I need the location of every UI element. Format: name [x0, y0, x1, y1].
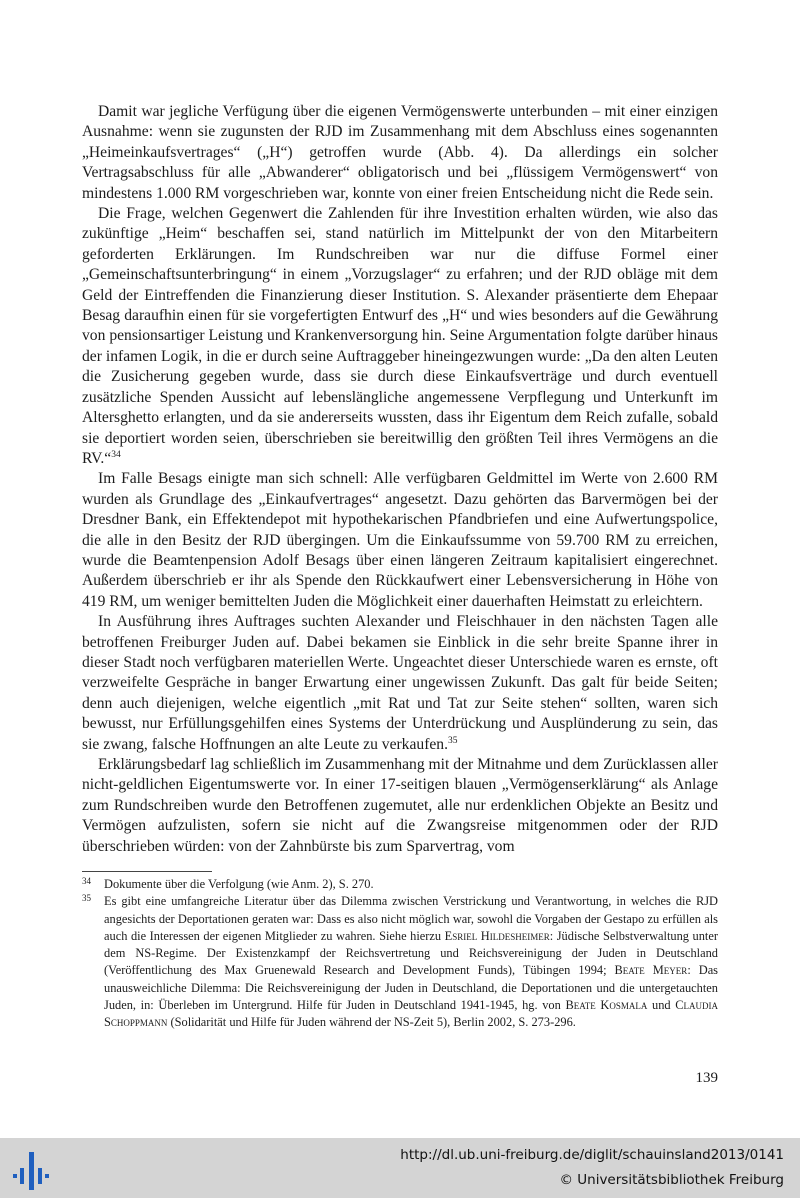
- footnote-text: : Das unausweichliche Dilemma: Die Reichsvereinigung der Juden in Deutschland, die Deportationen und die untergetauchten Juden, in: Überleben im Untergrund. Hilfe für Juden in Deutschland 1941-1945, hg. von: [104, 963, 719, 1013]
- footnote-text: Es gibt eine umfangreiche Literatur über das Dilemma zwischen Verstrickung und Verantwortung, in welches die RJD angesichts der Deportationen geraten war: Dass es also nicht möglich war, sowohl die Vorgaben der Gestapo zu erfüllen als auch die Interessen der eigenen Mitglieder zu wahren. Siehe hierzu: [104, 894, 718, 943]
- page-number: 139: [695, 1070, 718, 1086]
- footnote-text: : Jüdische Selbstverwaltung unter dem NS-Regime. Der Existenzkampf der Reichsvertretung und Reichsvereinigung der Juden in Deutschland (Veröffentlichung des Max Gruenewald Research and Development Funds), Tübingen 1994;: [104, 928, 718, 978]
- author-name: Beate Meyer: [614, 963, 688, 978]
- author-name: Claudia Schoppmann: [104, 998, 719, 1030]
- paragraph: Damit war jegliche Verfügung über die eigenen Vermögenswerte unterbunden – mit einer einzigen Ausnahme: wenn sie zugunsten der RJD im Zusammenhang mit dem Abschluss eines sogenannten „Heimeinkaufsvertrages“ („H“) getroffen wurde (Abb. 4). Da allerdings ein solcher Vertragsabschluss für alle „Abwanderer“ obligatorisch und bei „flüssigem Vermögenswert“ von mindestens 1.000 RM vorgeschrieben war, konnte von einer freien Entscheidung nicht die Rede sein.: [82, 103, 718, 202]
- paragraph: Erklärungsbedarf lag schließlich im Zusammenhang mit der Mitnahme und dem Zurücklassen aller nicht-geldlichen Eigentumswerte vor. In einer 17-seitigen blauen „Vermögenserklärung“ als Anlage zum Rundschreiben wurde den Betroffenen zugemutet, alle nur erdenklichen Objekte an Besitz und Vermögen aufzulisten, sofern sie nicht auf die Zwangsreise mitgenommen oder der RJD überschrieben würden: von der Zahnbürste bis zum Sparvertrag, vom: [82, 756, 718, 855]
- footnotes: [82, 876, 718, 1032]
- footer-bar: [0, 1138, 800, 1198]
- footnote: [82, 893, 718, 1031]
- copyright-notice: © Universitätsbibliothek Freiburg: [559, 1172, 784, 1188]
- author-name: Esriel Hildesheimer: [444, 928, 550, 943]
- footnote-ref[interactable]: 35: [448, 735, 458, 746]
- footnote-number: 34: [82, 876, 91, 886]
- footnote-divider: [82, 871, 212, 872]
- footnote-text: (Solidarität und Hilfe für Juden während der NS-Zeit 5), Berlin 2002, S. 273-296.: [167, 1015, 576, 1030]
- body-text: [82, 102, 718, 857]
- footnote-ref[interactable]: 34: [111, 449, 121, 460]
- footnote: [82, 876, 718, 893]
- paragraph: Die Frage, welchen Gegenwert die Zahlenden für ihre Investition erhalten würden, wie also das zukünftige „Heim“ beschaffen sei, stand natürlich im Mittelpunkt der von den Mitarbeitern geforderten Erklärungen. Im Rundschreiben war nur die diffuse Formel einer „Gemeinschaftsunterbringung“ in einem „Vorzugslager“ zu erfahren; und der RJD obläge mit dem Geld der Eintreffenden die Finanzierung dieser Institution. S. Alexander präsentierte dem Ehepaar Besag daraufhin einen für sie vorgefertigten Entwurf des „H“ und wies besonders auf die Gewährung von pensionsartiger Leistung und Krankenversorgung hin. Seine Argumentation folgte darüber hinaus der infamen Logik, in die er durch seine Auftraggeber hineingezwungen wurde: „Da den alten Leuten die Zusicherung gegeben wurde, dass sie durch diese Einkaufsverträge und durch eventuell zusätzliche Spenden Aussicht auf lebenslängliche angemessene Verpflegung und Unterkunft im Altersghetto erlangten, und da sie andererseits wussten, dass ihr Eigentum dem Reich zufalle, sobald sie deportiert worden seien, überschrieben sie bereitwillig den größten Teil ihres Vermögens an die RV.“$^{34}$: [82, 205, 718, 467]
- footnote-text: Dokumente über die Verfolgung (wie Anm. 2), S. 270.: [104, 877, 374, 891]
- paragraph: Im Falle Besags einigte man sich schnell: Alle verfügbaren Geldmittel im Werte von 2.600 RM wurden als Grundlage des „Einkaufvertrages“ angesetzt. Dazu gehörten das Barvermögen bei der Dresdner Bank, ein Effektendepot mit hypothekarischen Pfandbriefen und eine Aufwertungspolice, die alle in den Besitz der RJD übergingen. Um die Einkaufssumme von 59.700 RM zu erreichen, wurde die Beamtenpension Adolf Besags über einen längeren Zeitraum kapitalisiert eingerechnet. Außerdem überschrieb er ihr als Spende den Rückkaufwert einer Lebensversicherung in Höhe von 419 RM, um weniger bemittelten Juden die Möglichkeit einer dauerhaften Heimstatt zu erleichtern.: [82, 470, 718, 610]
- ub-freiburg-logo-icon[interactable]: [12, 1150, 52, 1192]
- footnote-text: und: [647, 998, 676, 1013]
- permalink-url[interactable]: http://dl.ub.uni-freiburg.de/diglit/schauinsland2013/0141: [400, 1147, 784, 1163]
- author-name: Beate Kosmala: [565, 998, 648, 1013]
- paragraph: In Ausführung ihres Auftrages suchten Alexander und Fleischhauer in den nächsten Tagen alle betroffenen Freiburger Juden auf. Dabei bekamen sie Einblick in die sehr breite Spanne ihrer in dieser Stadt noch verfügbaren materiellen Werte. Ungeachtet dieser Unterschiede waren es ernste, oft verzweifelte Gespräche in banger Erwartung einer ungewissen Zukunft. Das galt für beide Seiten; denn auch diejenigen, welche eigentlich „mit Rat und Tat zur Seite stehen“ sollten, waren sich bewusst, nur Erfüllungsgehilfen eines Systems der Unterdrückung und Ausplünderung zu sein, das sie zwang, falsche Hoffnungen an alte Leute zu verkaufen.$^{35}$: [82, 613, 718, 753]
- footnote-number: 35: [82, 893, 91, 904]
